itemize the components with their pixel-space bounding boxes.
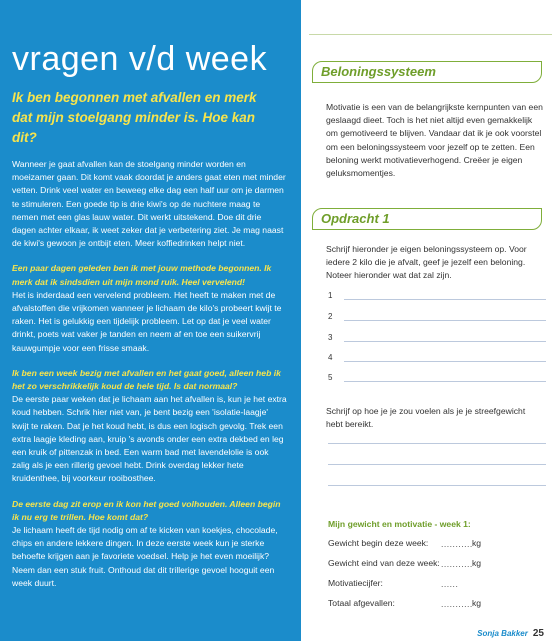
weight-start-label: Gewicht begin deze week: bbox=[328, 538, 429, 548]
opdracht-heading: Opdracht 1 bbox=[312, 208, 542, 230]
line-number: 5 bbox=[328, 373, 333, 382]
streefgewicht-question: Schrijf op hoe je je zou voelen als je je streefgewicht hebt bereikt. bbox=[326, 406, 526, 430]
line-number: 3 bbox=[328, 333, 333, 342]
page-footer bbox=[477, 628, 544, 639]
answer-line-5[interactable] bbox=[328, 373, 546, 387]
answer-3: Je lichaam heeft de tijd nodig om af te kicken van koekjes, chocolade, chips en andere lekkere dingen. In deze eerste week kun je sterke behoefte krijgen aan je favoriete voedsel. Help je het even moeilijk? Neem dan een stuk fruit. Onthoud dat dit trillerige gevoel hooguit een week duurt. bbox=[12, 525, 278, 588]
weight-end-row bbox=[328, 558, 546, 570]
opdracht-text: Schrijf hieronder je eigen beloningssysteem op. Voor iedere 2 kilo die je afvalt, geef je jezelf een beloning. Noteer hieronder wat dat zal zijn. bbox=[326, 244, 527, 281]
question-3: De eerste dag zit erop en ik kon het goed volhouden. Alleen begin ik nu erg te trillen. Hoe komt dat? bbox=[12, 498, 281, 522]
qa-block-3 bbox=[12, 498, 287, 590]
motivation-label: Motivatiecijfer: bbox=[328, 578, 383, 588]
lead-answer: Wanneer je gaat afvallen kan de stoelgang minder worden en moeizamer gaan. Dit komt vaak doordat je anders gaat eten met minder vetten. Drink veel water en beweeg elke dag een half uur om je darmen te stimuleren. Een goede tip is drie kiwi's op de nuchtere maag te nemen met een glas lauw water. Dit werkt uitstekend. Doe dit drie dagen achter elkaar, ik weet zeker dat je verbetering ziet. Je mag naast de kiwi's gewoon je ontbijt eten. Meer koffiedrinken helpt niet. bbox=[12, 159, 286, 249]
line-number: 1 bbox=[328, 291, 333, 300]
motivation-field[interactable]: ...... bbox=[441, 579, 459, 589]
weight-end-label: Gewicht eind van deze week: bbox=[328, 558, 440, 568]
feeling-line-2[interactable] bbox=[328, 464, 546, 465]
total-lost-label: Totaal afgevallen: bbox=[328, 598, 395, 608]
exercise-column bbox=[301, 0, 552, 641]
weight-start-row bbox=[328, 538, 546, 550]
lead-question: Ik ben begonnen met afvallen en merk dat mijn stoelgang minder is. Hoe kan dit? bbox=[12, 90, 257, 145]
answer-line-1[interactable] bbox=[328, 291, 546, 305]
total-lost-field[interactable]: ........... bbox=[441, 599, 473, 609]
kg-unit: kg bbox=[472, 538, 482, 548]
kg-unit: kg bbox=[472, 558, 482, 568]
page-title: vragen v/d week bbox=[12, 40, 268, 78]
answer-2: De eerste paar weken dat je lichaam aan het afvallen is, kun je het extra koud hebben. Schrik hier niet van, je bent bezig een 'isolatie-laagje' kwijt te raken. Dat je het koud hebt, is dus een logisch gevolg. Trek een extra laagje kleding aan, kruip 's avonds onder een extra dekbed en leg een kruik of pittenzak in bed. Een warm bad met lavendelolie is ook zalig als je een rillerig gevoel hebt. Drink overdag lekker hete kruidenthee, bij voorkeur rooibosthee. bbox=[12, 394, 287, 484]
question-2: Ik ben een week bezig met afvallen en het gaat goed, alleen heb ik het zo verschrikkelijk koud de hele tijd. Is dat normaal? bbox=[12, 367, 281, 392]
kg-unit: kg bbox=[472, 598, 482, 608]
qa-block-1 bbox=[12, 262, 287, 354]
qa-block-2 bbox=[12, 367, 287, 486]
answer-line-2[interactable] bbox=[328, 312, 546, 326]
line-number: 2 bbox=[328, 312, 333, 321]
total-lost-row bbox=[328, 598, 546, 610]
beloning-text: Motivatie is een van de belangrijkste kernpunten van een geslaagd dieet. Toch is het niet altijd even gemakkelijk om gemotiveerd te blijven. Vandaar dat ik je ook voorstel om een beloningssysteem voor jezelf op te zetten. Een beloning werkt motivatieverhogend. Creëer je eigen geluksmomentjes. bbox=[326, 102, 543, 179]
beloning-heading: Beloningssysteem bbox=[312, 61, 542, 83]
weight-start-field[interactable]: ........... bbox=[441, 539, 473, 549]
answer-1: Het is inderdaad een vervelend probleem. Het heeft te maken met de afvalstoffen die vrijkomen wanneer je lichaam de kilo's probeert kwijt te raken. Het is gelukkig een tijdelijk probleem. Let op dat je veel water drinkt, poets wat vaker je tanden en neem af en toe een suikervrij kauwgumpje voor een frisse smaak. bbox=[12, 289, 282, 353]
author-name: Sonja Bakker bbox=[477, 629, 528, 638]
feeling-line-3[interactable] bbox=[328, 485, 546, 486]
motivation-row bbox=[328, 578, 546, 590]
page-number: 25 bbox=[532, 628, 544, 639]
line-number: 4 bbox=[328, 353, 333, 362]
top-divider bbox=[309, 34, 552, 35]
answer-line-4[interactable] bbox=[328, 353, 546, 367]
feeling-line-1[interactable] bbox=[328, 443, 546, 444]
weight-end-field[interactable]: ........... bbox=[441, 559, 473, 569]
weight-section-title: Mijn gewicht en motivatie - week 1: bbox=[328, 519, 471, 529]
question-1: Een paar dagen geleden ben ik met jouw methode begonnen. Ik merk dat ik sindsdien uit mijn mond ruik. Heel vervelend! bbox=[12, 263, 272, 287]
answer-line-3[interactable] bbox=[328, 333, 546, 347]
